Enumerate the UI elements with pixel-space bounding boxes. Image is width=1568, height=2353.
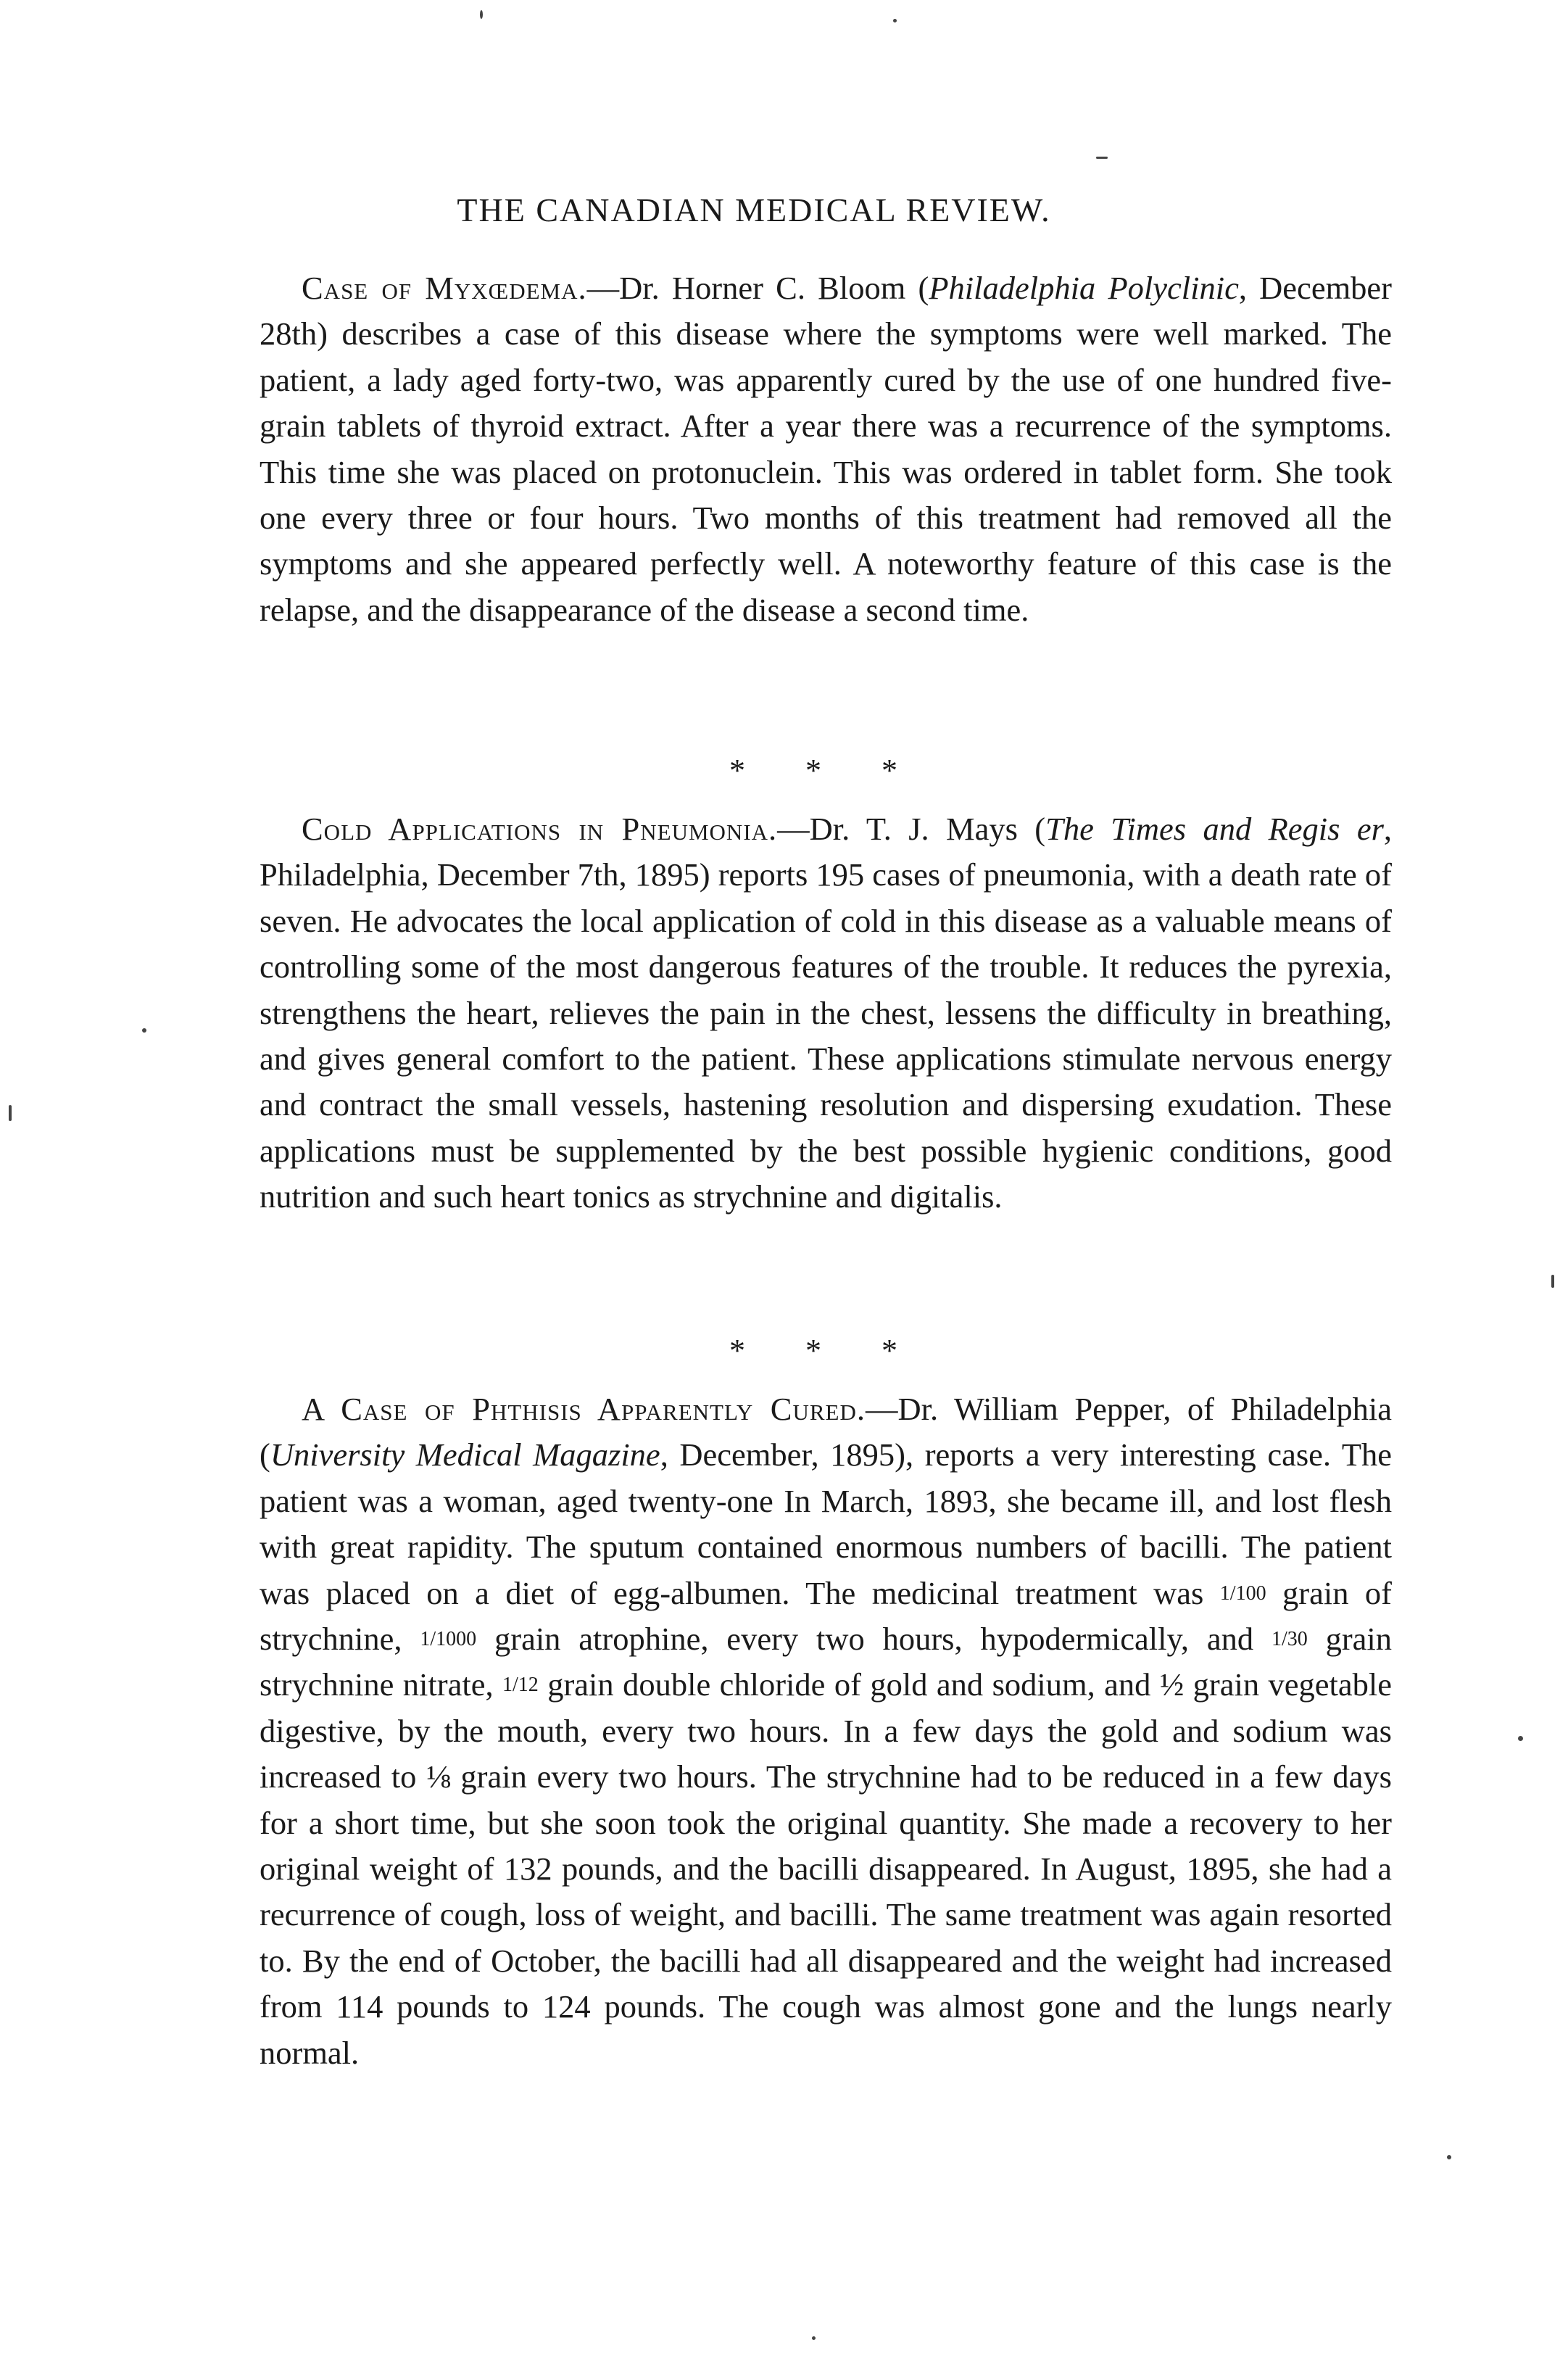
article-body: grain vegetable digestive, by the mouth, every two hours. In a few days the gold and sodium was increased to [260,1666,1393,1795]
running-header: THE CANADIAN MEDICAL REVIEW. [457,191,1051,228]
section-separator: * * * [729,1333,924,1368]
article-lead: —Dr. Horner C. Bloom ( [586,270,929,306]
article-body: grain of strychnine, [260,1574,1392,1658]
article-body: , Philadelphia, December 7th, 1895) reports 195 cases of pneumonia, with a death rate of seven. He advocates the local application of cold in this disease as a valuable means of controlling some of the most dangerous features of the trouble. It reduces the pyrexia, strengthens the heart, relieves the pain in the chest, lessens the difficulty in breathing, and gives general comfort to the patient. These applications stimulate nervous energy and contract the small vessels, hastening resolution and dispersing exudation. These applications must be supplemented by the best possible hygienic conditions, good nutrition and such heart tonics as strychnine and digitalis. [260,811,1393,1215]
scan-speck [1096,157,1108,159]
article-lead: —Dr. William Pepper, of Philadelphia ( [260,1391,1392,1473]
scan-speck [893,19,897,22]
article-source: The Times and Regis er [1045,811,1384,847]
scan-speck [1551,1275,1554,1288]
dose-fraction: 1/30 [1271,1628,1308,1651]
section-separator: * * * [729,753,924,788]
article-body: grain every two hours. The strychnine had to be reduced in a few days for a short time, but she soon took the original quantity. She made a recovery to her original weight of 132 pounds, and the bacilli disappeared. In August, 1895, she had a recurrence of cough, loss of weight, and bacilli. The same treatment was again resorted to. By the end of October, the bacilli had all disappeared and the weight had increased from 114 pounds to 124 pounds. The cough was almost gone and the lungs nearly normal. [260,1758,1392,2071]
article-myxoedema [260,265,1392,633]
article-body: grain atrophine, every two hours, hypodermically, and [476,1621,1272,1658]
dose-fraction: 1/1000 [420,1628,477,1651]
article-body: , December 28th) describes a case of this disease where the symptoms were well marked. The patient, a lady aged forty-two, was apparently cured by the use of one hundred five-grain tablets of thyroid extract. After a year there was a recurrence of the symptoms. This time she was placed on protonuclein. This was ordered in tablet form. She took one every three or four hours. Two months of this treatment had removed all the symptoms and she appeared perfectly well. A noteworthy feature of this case is the relapse, and the disappearance of the disease a second time. [260,270,1392,628]
scan-speck [812,2336,816,2340]
scan-speck [142,1028,146,1033]
dose-fraction: 1/100 [1219,1581,1266,1605]
scan-speck [1518,1736,1523,1741]
article-source: University Medical Magazine [270,1436,660,1473]
article-body: grain double chloride of gold and sodium, and [538,1666,1160,1703]
dose-fraction: 1/12 [502,1674,539,1697]
article-heading: A Case of Phthisis Apparently Cured. [302,1391,866,1427]
dose-fraction: ½ [1159,1666,1185,1703]
scan-speck [1447,2155,1451,2159]
article-lead: —Dr. T. J. Mays ( [777,811,1046,847]
dose-fraction: ⅛ [426,1758,451,1795]
scan-speck [480,10,483,19]
article-body: grain strychnine nitrate, [260,1621,1393,1703]
article-heading: Case of Myxœdema. [302,270,587,306]
scan-speck [9,1105,12,1121]
article-pneumonia [260,806,1392,1220]
article-body: , December, 1895), reports a very interesting case. The patient was a woman, aged twenty-one In March, 1893, she became ill, and lost flesh with great rapidity. The sputum contained enormous numbers of bacilli. The patient was placed on a diet of egg-albumen. The medicinal treatment was [260,1436,1392,1611]
article-source: Philadelphia Polyclinic [929,270,1239,306]
article-heading: Cold Applications in Pneumonia. [302,811,778,847]
article-phthisis [260,1386,1392,2076]
